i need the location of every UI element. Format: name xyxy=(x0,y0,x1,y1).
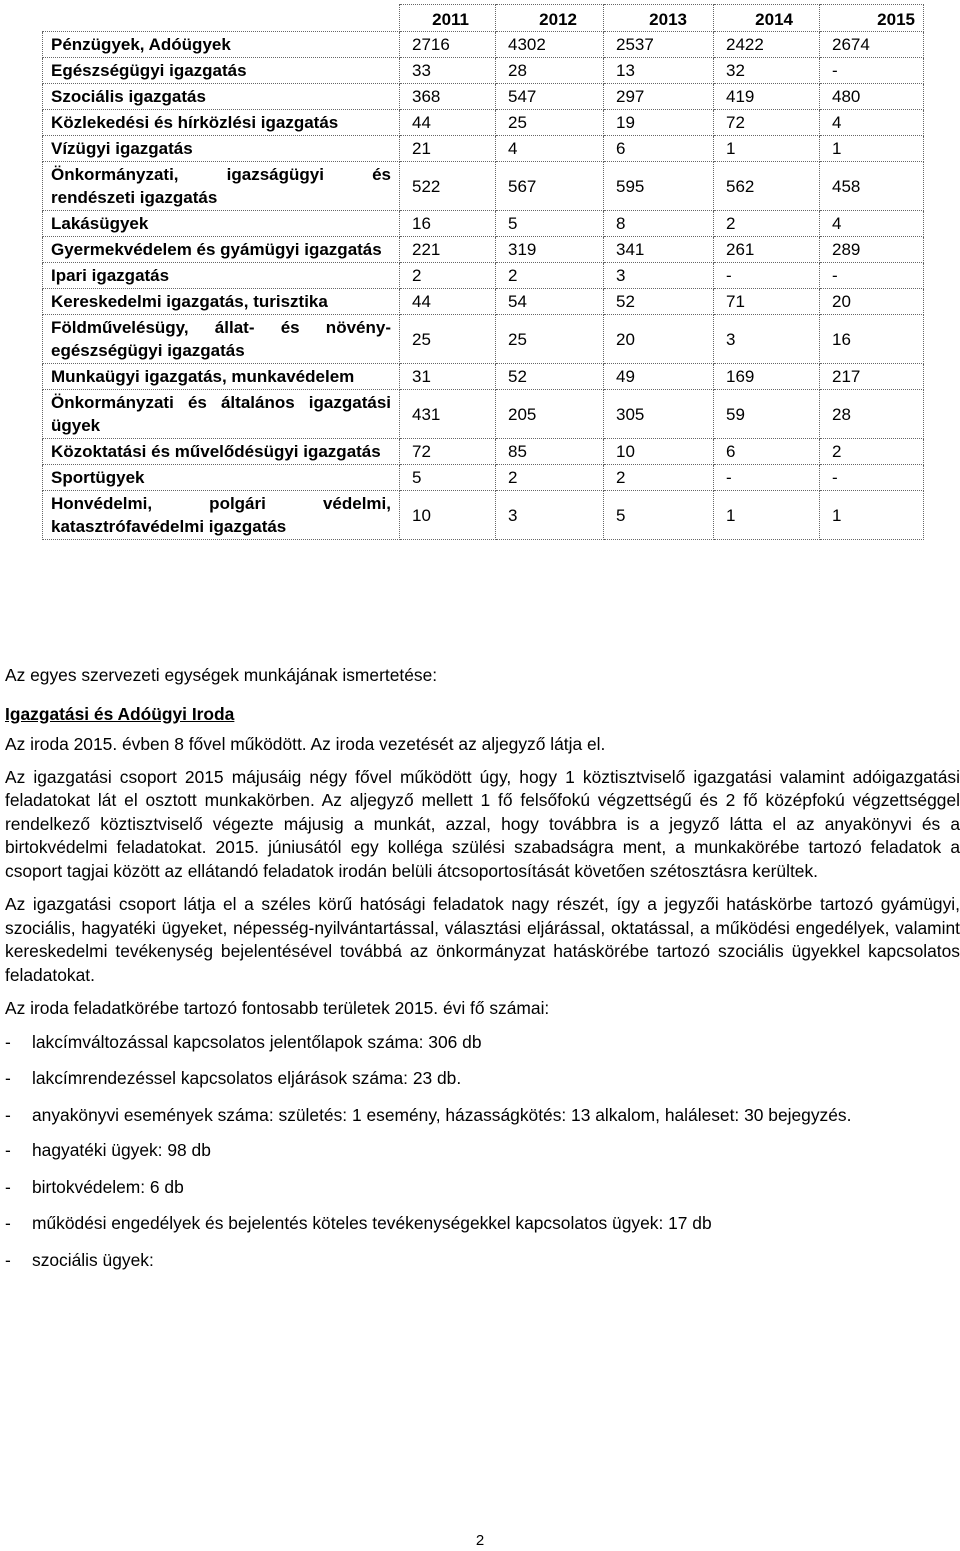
table-body xyxy=(43,32,924,540)
value-cell: 1 xyxy=(820,136,924,162)
value-cell: 297 xyxy=(604,84,714,110)
category-cell: Önkormányzati, igazságügyi és rendészeti igazgatás xyxy=(43,162,400,211)
bullet-dash: - xyxy=(5,1140,11,1160)
table-row xyxy=(43,136,924,162)
bullet-dash: - xyxy=(5,1104,11,1125)
value-cell: 221 xyxy=(400,237,496,263)
value-cell: 458 xyxy=(820,162,924,211)
value-cell: 6 xyxy=(604,136,714,162)
category-cell: Közlekedési és hírközlési igazgatás xyxy=(43,110,400,136)
paragraph: Az iroda feladatkörébe tartozó fontosabb területek 2015. évi fő számai: xyxy=(5,998,550,1018)
table-row xyxy=(43,84,924,110)
value-cell: 28 xyxy=(496,58,604,84)
value-cell: 2 xyxy=(400,263,496,289)
body-text xyxy=(5,664,960,1272)
value-cell: 21 xyxy=(400,136,496,162)
category-cell: Ipari igazgatás xyxy=(43,263,400,289)
value-cell: 33 xyxy=(400,58,496,84)
category-cell: Gyermekvédelem és gyámügyi igazgatás xyxy=(43,237,400,263)
list-item xyxy=(5,1104,960,1128)
value-cell: 6 xyxy=(714,439,820,465)
value-cell: 5 xyxy=(604,491,714,540)
value-cell: 1 xyxy=(714,136,820,162)
list-item xyxy=(5,1249,960,1273)
value-cell: 480 xyxy=(820,84,924,110)
value-cell: 71 xyxy=(714,289,820,315)
paragraph: Az igazgatási csoport látja el a széles körű hatósági feladatok nagy részét, így a jegyzői hatáskörbe tartozó gyámügyi, szociális, hagyatéki ügyeket, népesség-nyilvántartással, választási eljárással, oktatással, a működési engedélyek, valamint kereskedelmi tevékenység bejelentésével továbbá az önkormányzat hatáskörébe tartozó szociális ügyekkel kapcsolatos feladatokat. xyxy=(5,894,960,985)
value-cell: 3 xyxy=(604,263,714,289)
list-item xyxy=(5,1176,960,1200)
statistics-list xyxy=(5,1031,960,1273)
bullet-dash: - xyxy=(5,1249,11,1270)
value-cell: 2 xyxy=(820,439,924,465)
value-cell: 205 xyxy=(496,390,604,439)
table-row xyxy=(43,162,924,211)
list-item xyxy=(5,1031,960,1055)
value-cell: - xyxy=(714,465,820,491)
category-cell: Földművelésügy, állat- és növény-egészségügyi igazgatás xyxy=(43,315,400,364)
value-cell: 368 xyxy=(400,84,496,110)
table-row xyxy=(43,110,924,136)
bullet-dash: - xyxy=(5,1068,11,1088)
value-cell: 4 xyxy=(820,110,924,136)
list-item-text: lakcímváltozással kapcsolatos jelentőlapok száma: 306 db xyxy=(32,1031,482,1052)
value-cell: 2674 xyxy=(820,32,924,58)
value-cell: 261 xyxy=(714,237,820,263)
value-cell: 169 xyxy=(714,364,820,390)
list-item-text: működési engedélyek és bejelentés köteles tevékenységekkel kapcsolatos ügyek: 17 db xyxy=(32,1213,712,1233)
value-cell: 19 xyxy=(604,110,714,136)
value-cell: 2 xyxy=(714,211,820,237)
value-cell: 44 xyxy=(400,110,496,136)
table-corner-cell xyxy=(43,5,400,32)
list-item xyxy=(5,1139,960,1163)
value-cell: 49 xyxy=(604,364,714,390)
value-cell: 289 xyxy=(820,237,924,263)
table-row xyxy=(43,491,924,540)
value-cell: 2537 xyxy=(604,32,714,58)
list-item-text: hagyatéki ügyek: 98 db xyxy=(32,1140,211,1160)
table-row xyxy=(43,237,924,263)
value-cell: 16 xyxy=(400,211,496,237)
list-item-text: lakcímrendezéssel kapcsolatos eljárások száma: 23 db. xyxy=(32,1068,462,1088)
value-cell: 431 xyxy=(400,390,496,439)
value-cell: 52 xyxy=(604,289,714,315)
table-row xyxy=(43,315,924,364)
bullet-dash: - xyxy=(5,1031,11,1052)
table-row xyxy=(43,289,924,315)
category-cell: Egészségügyi igazgatás xyxy=(43,58,400,84)
value-cell: 44 xyxy=(400,289,496,315)
value-cell: 217 xyxy=(820,364,924,390)
category-cell: Közoktatási és művelődésügyi igazgatás xyxy=(43,439,400,465)
year-header: 2011 xyxy=(400,5,496,32)
value-cell: - xyxy=(820,58,924,84)
value-cell: 567 xyxy=(496,162,604,211)
year-header: 2015 xyxy=(820,5,924,32)
list-item-text: szociális ügyek: xyxy=(32,1249,154,1270)
category-cell: Honvédelmi, polgári védelmi, katasztrófavédelmi igazgatás xyxy=(43,491,400,540)
value-cell: 72 xyxy=(714,110,820,136)
category-cell: Sportügyek xyxy=(43,465,400,491)
value-cell: 72 xyxy=(400,439,496,465)
value-cell: 5 xyxy=(400,465,496,491)
value-cell: 3 xyxy=(714,315,820,364)
value-cell: 20 xyxy=(604,315,714,364)
year-header: 2014 xyxy=(714,5,820,32)
value-cell: 54 xyxy=(496,289,604,315)
value-cell: 31 xyxy=(400,364,496,390)
value-cell: 4 xyxy=(820,211,924,237)
year-header: 2013 xyxy=(604,5,714,32)
bullet-dash: - xyxy=(5,1213,11,1233)
page-number: 2 xyxy=(475,1532,485,1549)
value-cell: 10 xyxy=(604,439,714,465)
value-cell: - xyxy=(714,263,820,289)
section-title: Igazgatási és Adóügyi Iroda xyxy=(5,703,235,724)
value-cell: - xyxy=(820,465,924,491)
table-row xyxy=(43,263,924,289)
value-cell: 4302 xyxy=(496,32,604,58)
paragraph: Az igazgatási csoport 2015 májusáig négy fővel működött úgy, hogy 1 köztisztviselő igazgatási valamint adóigazgatási feladatokat lát el osztott munkakörben. Az aljegyző mellett 1 fő felsőfokú végzettségű és 2 fő középfokú végzettséggel rendelkező köztisztviselő végezte májusig a munkát, azzal, hogy továbbra is a jegyző látta el az anyakönyvi és a birtokvédelmi feladatokat. 2015. júniusától egy kolléga szülési szabadságra ment, a munkakörébe tartozó feladatok a csoport tagjai között az ellátandó feladatok irodán belüli átcsoportosítását követően szétosztásra kerültek. xyxy=(5,766,960,881)
category-cell: Önkormányzati és általános igazgatási ügyek xyxy=(43,390,400,439)
category-cell: Szociális igazgatás xyxy=(43,84,400,110)
value-cell: 3 xyxy=(496,491,604,540)
value-cell: 562 xyxy=(714,162,820,211)
category-cell: Vízügyi igazgatás xyxy=(43,136,400,162)
value-cell: 32 xyxy=(714,58,820,84)
value-cell: 419 xyxy=(714,84,820,110)
value-cell: 28 xyxy=(820,390,924,439)
value-cell: 2 xyxy=(496,465,604,491)
value-cell: 595 xyxy=(604,162,714,211)
list-item-text: anyakönyvi események száma: születés: 1 esemény, házasságkötés: 13 alkalom, haláleset: 30 bejegyzés. xyxy=(32,1104,852,1125)
value-cell: 13 xyxy=(604,58,714,84)
value-cell: 85 xyxy=(496,439,604,465)
paragraph: Az iroda 2015. évben 8 fővel működött. Az iroda vezetését az aljegyző látja el. xyxy=(5,734,606,754)
value-cell: 8 xyxy=(604,211,714,237)
value-cell: 305 xyxy=(604,390,714,439)
table-row xyxy=(43,364,924,390)
year-header: 2012 xyxy=(496,5,604,32)
value-cell: 52 xyxy=(496,364,604,390)
value-cell: 1 xyxy=(820,491,924,540)
table-row xyxy=(43,211,924,237)
value-cell: - xyxy=(820,263,924,289)
value-cell: 1 xyxy=(714,491,820,540)
value-cell: 2716 xyxy=(400,32,496,58)
value-cell: 2 xyxy=(496,263,604,289)
value-cell: 10 xyxy=(400,491,496,540)
value-cell: 59 xyxy=(714,390,820,439)
value-cell: 5 xyxy=(496,211,604,237)
value-cell: 319 xyxy=(496,237,604,263)
table-row xyxy=(43,465,924,491)
value-cell: 522 xyxy=(400,162,496,211)
bullet-dash: - xyxy=(5,1176,11,1197)
list-item xyxy=(5,1067,960,1091)
table-row xyxy=(43,390,924,439)
list-item-text: birtokvédelem: 6 db xyxy=(32,1176,184,1197)
category-cell: Lakásügyek xyxy=(43,211,400,237)
value-cell: 2 xyxy=(604,465,714,491)
value-cell: 4 xyxy=(496,136,604,162)
value-cell: 25 xyxy=(400,315,496,364)
list-item xyxy=(5,1212,960,1236)
value-cell: 16 xyxy=(820,315,924,364)
table-header-row xyxy=(43,5,924,32)
category-cell: Kereskedelmi igazgatás, turisztika xyxy=(43,289,400,315)
value-cell: 2422 xyxy=(714,32,820,58)
value-cell: 25 xyxy=(496,110,604,136)
statistics-table xyxy=(42,4,924,540)
value-cell: 341 xyxy=(604,237,714,263)
table-row xyxy=(43,58,924,84)
value-cell: 20 xyxy=(820,289,924,315)
table-row xyxy=(43,439,924,465)
category-cell: Pénzügyek, Adóügyek xyxy=(43,32,400,58)
value-cell: 547 xyxy=(496,84,604,110)
category-cell: Munkaügyi igazgatás, munkavédelem xyxy=(43,364,400,390)
table-row xyxy=(43,32,924,58)
value-cell: 25 xyxy=(496,315,604,364)
intro-line: Az egyes szervezeti egységek munkájának ismertetése: xyxy=(5,665,438,685)
